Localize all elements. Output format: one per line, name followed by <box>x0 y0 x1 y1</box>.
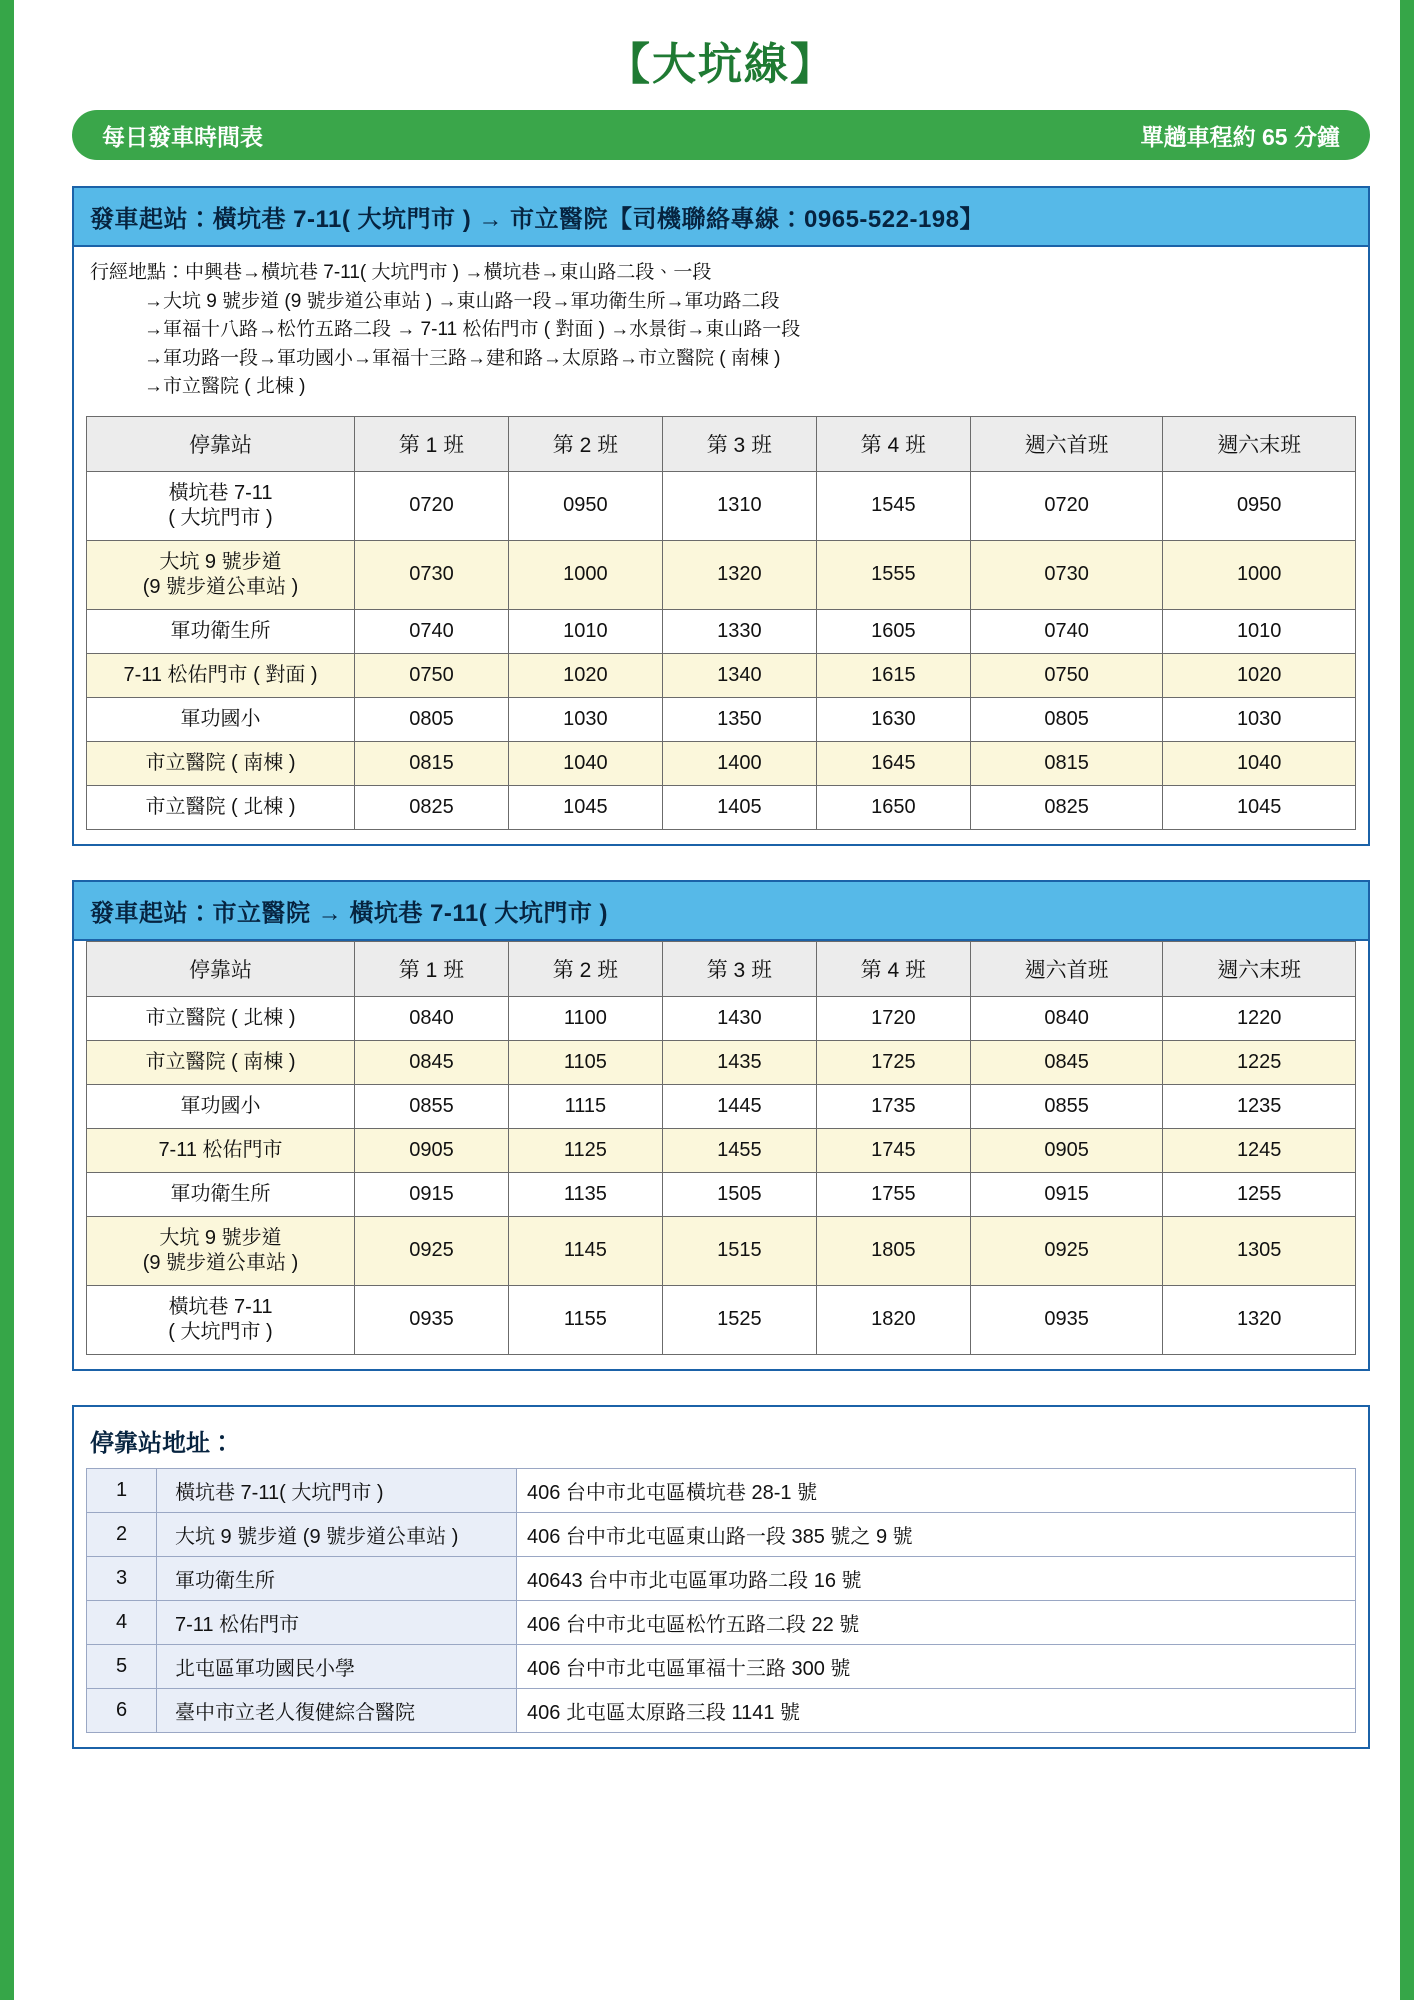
address-stop-name: 7-11 松佑門市 <box>157 1600 517 1644</box>
address-value: 406 台中市北屯區軍福十三路 300 號 <box>517 1644 1356 1688</box>
time-cell: 0845 <box>970 1040 1163 1084</box>
time-cell: 1235 <box>1163 1084 1356 1128</box>
time-cell: 0905 <box>970 1128 1163 1172</box>
address-stop-name: 臺中市立老人復健綜合醫院 <box>157 1688 517 1732</box>
table-row <box>87 741 1356 785</box>
stop-name-cell <box>87 785 355 829</box>
stop-name-cell <box>87 540 355 609</box>
time-cell: 1445 <box>662 1084 816 1128</box>
column-header-run1: 第 1 班 <box>355 941 509 996</box>
address-value: 406 北屯區太原路三段 1141 號 <box>517 1688 1356 1732</box>
time-cell: 1320 <box>1163 1285 1356 1354</box>
column-header-sat-first: 週六首班 <box>970 941 1163 996</box>
stop-name: 7-11 松佑門市 <box>158 1138 283 1161</box>
time-cell: 1755 <box>816 1172 970 1216</box>
stop-name: 橫坑巷 7-11 <box>168 481 273 504</box>
time-cell: 0925 <box>355 1216 509 1285</box>
table-row <box>87 1084 1356 1128</box>
address-value: 406 台中市北屯區東山路一段 385 號之 9 號 <box>517 1512 1356 1556</box>
page-title: 【大坑線】 <box>606 40 836 89</box>
time-cell: 0915 <box>970 1172 1163 1216</box>
column-header-run3: 第 3 班 <box>662 416 816 471</box>
address-index: 3 <box>87 1556 157 1600</box>
time-cell: 1555 <box>816 540 970 609</box>
table-row <box>87 1468 1356 1512</box>
column-header-run1: 第 1 班 <box>355 416 509 471</box>
time-cell: 1000 <box>1163 540 1356 609</box>
stop-address-table <box>86 1468 1356 1733</box>
time-cell: 1515 <box>662 1216 816 1285</box>
time-cell: 1820 <box>816 1285 970 1354</box>
time-cell: 1045 <box>1163 785 1356 829</box>
time-cell: 0750 <box>355 653 509 697</box>
table-row <box>87 653 1356 697</box>
stop-name: 大坑 9 號步道 <box>159 550 282 573</box>
inbound-section-header: 發車起站：市立醫院 → 橫坑巷 7-11( 大坑門市 ) <box>74 882 1368 941</box>
stop-name: 軍功衛生所 <box>170 619 271 642</box>
time-cell: 1040 <box>1163 741 1356 785</box>
outbound-route-description <box>74 247 1368 416</box>
address-stop-name: 大坑 9 號步道 (9 號步道公車站 ) <box>157 1512 517 1556</box>
table-row <box>87 1688 1356 1732</box>
time-cell: 1305 <box>1163 1216 1356 1285</box>
stop-name: 大坑 9 號步道 <box>159 1226 282 1249</box>
banner-left-label: 每日發車時間表 <box>102 123 263 150</box>
page-root <box>14 0 1414 1789</box>
column-header-sat-first: 週六首班 <box>970 416 1163 471</box>
column-header-stop: 停靠站 <box>87 941 355 996</box>
stop-name-cell <box>87 471 355 540</box>
stop-name-cell <box>87 1216 355 1285</box>
time-cell: 0840 <box>355 996 509 1040</box>
time-cell: 0720 <box>355 471 509 540</box>
time-cell: 1505 <box>662 1172 816 1216</box>
stop-name-cell <box>87 741 355 785</box>
time-cell: 1405 <box>662 785 816 829</box>
stop-name: 市立醫院 ( 南棟 ) <box>145 751 296 774</box>
route-line: →軍福十八路→松竹五路二段 → 7-11 松佑門市 ( 對面 ) →水景街→東山路一段 <box>144 319 801 340</box>
time-cell: 1045 <box>508 785 662 829</box>
time-cell: 0845 <box>355 1040 509 1084</box>
column-header-run2: 第 2 班 <box>508 941 662 996</box>
stop-name-cell <box>87 996 355 1040</box>
time-cell: 1645 <box>816 741 970 785</box>
time-cell: 1400 <box>662 741 816 785</box>
table-header-row <box>87 941 1356 996</box>
time-cell: 1330 <box>662 609 816 653</box>
time-cell: 0925 <box>970 1216 1163 1285</box>
address-stop-name: 北屯區軍功國民小學 <box>157 1644 517 1688</box>
column-header-run4: 第 4 班 <box>816 941 970 996</box>
table-row <box>87 1644 1356 1688</box>
column-header-run4: 第 4 班 <box>816 416 970 471</box>
time-cell: 1145 <box>508 1216 662 1285</box>
stop-name-cell <box>87 609 355 653</box>
time-cell: 0840 <box>970 996 1163 1040</box>
banner-right-label: 單趟車程約 65 分鐘 <box>1140 123 1340 150</box>
table-row <box>87 697 1356 741</box>
table-row <box>87 1512 1356 1556</box>
address-index: 4 <box>87 1600 157 1644</box>
inbound-timetable <box>86 941 1356 1355</box>
stop-name-cell <box>87 1172 355 1216</box>
time-cell: 1010 <box>1163 609 1356 653</box>
time-cell: 1605 <box>816 609 970 653</box>
time-cell: 1115 <box>508 1084 662 1128</box>
route-line: →市立醫院 ( 北棟 ) <box>144 376 306 397</box>
stop-name-sub: (9 號步道公車站 ) <box>142 1251 299 1274</box>
time-cell: 0805 <box>970 697 1163 741</box>
outbound-timetable <box>86 416 1356 830</box>
stop-name: 軍功國小 <box>180 1094 261 1117</box>
address-stop-name: 橫坑巷 7-11( 大坑門市 ) <box>157 1468 517 1512</box>
stop-name-cell <box>87 697 355 741</box>
stop-name-sub: ( 大坑門市 ) <box>168 1320 273 1343</box>
column-header-run3: 第 3 班 <box>662 941 816 996</box>
address-stop-name: 軍功衛生所 <box>157 1556 517 1600</box>
time-cell: 0730 <box>970 540 1163 609</box>
address-index: 6 <box>87 1688 157 1732</box>
table-row <box>87 1128 1356 1172</box>
address-value: 406 台中市北屯區橫坑巷 28-1 號 <box>517 1468 1356 1512</box>
time-cell: 0815 <box>970 741 1163 785</box>
stop-address-section <box>72 1405 1370 1749</box>
table-row <box>87 996 1356 1040</box>
route-line: 行經地點：中興巷→橫坑巷 7-11( 大坑門市 ) →橫坑巷→東山路二段、一段 <box>90 262 712 283</box>
stop-name: 市立醫院 ( 北棟 ) <box>145 795 296 818</box>
time-cell: 1030 <box>508 697 662 741</box>
time-cell: 1735 <box>816 1084 970 1128</box>
column-header-sat-last: 週六末班 <box>1163 416 1356 471</box>
time-cell: 1020 <box>1163 653 1356 697</box>
time-cell: 1525 <box>662 1285 816 1354</box>
time-cell: 1720 <box>816 996 970 1040</box>
stop-name-cell <box>87 1128 355 1172</box>
time-cell: 0750 <box>970 653 1163 697</box>
time-cell: 1725 <box>816 1040 970 1084</box>
stop-name: 橫坑巷 7-11 <box>168 1295 273 1318</box>
time-cell: 0905 <box>355 1128 509 1172</box>
time-cell: 0720 <box>970 471 1163 540</box>
column-header-run2: 第 2 班 <box>508 416 662 471</box>
time-cell: 1340 <box>662 653 816 697</box>
time-cell: 1350 <box>662 697 816 741</box>
stop-name-sub: ( 大坑門市 ) <box>168 506 273 529</box>
time-cell: 1435 <box>662 1040 816 1084</box>
table-row <box>87 1600 1356 1644</box>
time-cell: 1745 <box>816 1128 970 1172</box>
stop-address-title: 停靠站地址： <box>90 1429 234 1457</box>
time-cell: 1245 <box>1163 1128 1356 1172</box>
time-cell: 0740 <box>970 609 1163 653</box>
time-cell: 0740 <box>355 609 509 653</box>
time-cell: 0915 <box>355 1172 509 1216</box>
time-cell: 0935 <box>355 1285 509 1354</box>
table-row <box>87 471 1356 540</box>
stop-name: 7-11 松佑門市 ( 對面 ) <box>123 663 318 686</box>
time-cell: 1650 <box>816 785 970 829</box>
time-cell: 1430 <box>662 996 816 1040</box>
route-line: →大坑 9 號步道 (9 號步道公車站 ) →東山路一段→軍功衛生所→軍功路二段 <box>144 290 780 312</box>
schedule-banner <box>72 110 1370 160</box>
table-row <box>87 1216 1356 1285</box>
time-cell: 0730 <box>355 540 509 609</box>
column-header-stop: 停靠站 <box>87 416 355 471</box>
outbound-section-header: 發車起站：橫坑巷 7-11( 大坑門市 ) → 市立醫院【司機聯絡專線：0965-522-198】 <box>74 188 1368 247</box>
table-header-row <box>87 416 1356 471</box>
time-cell: 1630 <box>816 697 970 741</box>
time-cell: 0950 <box>508 471 662 540</box>
table-row <box>87 785 1356 829</box>
time-cell: 0825 <box>970 785 1163 829</box>
time-cell: 0950 <box>1163 471 1356 540</box>
time-cell: 1030 <box>1163 697 1356 741</box>
stop-name: 市立醫院 ( 南棟 ) <box>145 1050 296 1073</box>
time-cell: 1455 <box>662 1128 816 1172</box>
route-line: →軍功路一段→軍功國小→軍福十三路→建和路→太原路→市立醫院 ( 南棟 ) <box>144 347 781 369</box>
time-cell: 1220 <box>1163 996 1356 1040</box>
time-cell: 1255 <box>1163 1172 1356 1216</box>
stop-name-cell <box>87 1040 355 1084</box>
address-value: 406 台中市北屯區松竹五路二段 22 號 <box>517 1600 1356 1644</box>
time-cell: 1320 <box>662 540 816 609</box>
stop-name: 軍功國小 <box>180 707 261 730</box>
time-cell: 1040 <box>508 741 662 785</box>
time-cell: 1615 <box>816 653 970 697</box>
time-cell: 1105 <box>508 1040 662 1084</box>
column-header-sat-last: 週六末班 <box>1163 941 1356 996</box>
time-cell: 0805 <box>355 697 509 741</box>
time-cell: 1010 <box>508 609 662 653</box>
stop-name: 軍功衛生所 <box>170 1182 271 1205</box>
table-row <box>87 609 1356 653</box>
address-index: 2 <box>87 1512 157 1556</box>
time-cell: 0815 <box>355 741 509 785</box>
table-row <box>87 1040 1356 1084</box>
time-cell: 1545 <box>816 471 970 540</box>
stop-name-cell <box>87 1084 355 1128</box>
time-cell: 0855 <box>970 1084 1163 1128</box>
time-cell: 1135 <box>508 1172 662 1216</box>
address-index: 5 <box>87 1644 157 1688</box>
time-cell: 1155 <box>508 1285 662 1354</box>
stop-name: 市立醫院 ( 北棟 ) <box>145 1006 296 1029</box>
time-cell: 1000 <box>508 540 662 609</box>
time-cell: 1310 <box>662 471 816 540</box>
time-cell: 1125 <box>508 1128 662 1172</box>
table-row <box>87 1285 1356 1354</box>
address-value: 40643 台中市北屯區軍功路二段 16 號 <box>517 1556 1356 1600</box>
table-row <box>87 540 1356 609</box>
stop-name-cell <box>87 653 355 697</box>
table-row <box>87 1172 1356 1216</box>
time-cell: 1020 <box>508 653 662 697</box>
inbound-section <box>72 880 1370 1371</box>
outbound-section <box>72 186 1370 846</box>
time-cell: 0825 <box>355 785 509 829</box>
time-cell: 1805 <box>816 1216 970 1285</box>
time-cell: 1100 <box>508 996 662 1040</box>
time-cell: 0935 <box>970 1285 1163 1354</box>
time-cell: 1225 <box>1163 1040 1356 1084</box>
address-index: 1 <box>87 1468 157 1512</box>
stop-name-cell <box>87 1285 355 1354</box>
table-row <box>87 1556 1356 1600</box>
time-cell: 0855 <box>355 1084 509 1128</box>
stop-name-sub: (9 號步道公車站 ) <box>142 575 299 598</box>
